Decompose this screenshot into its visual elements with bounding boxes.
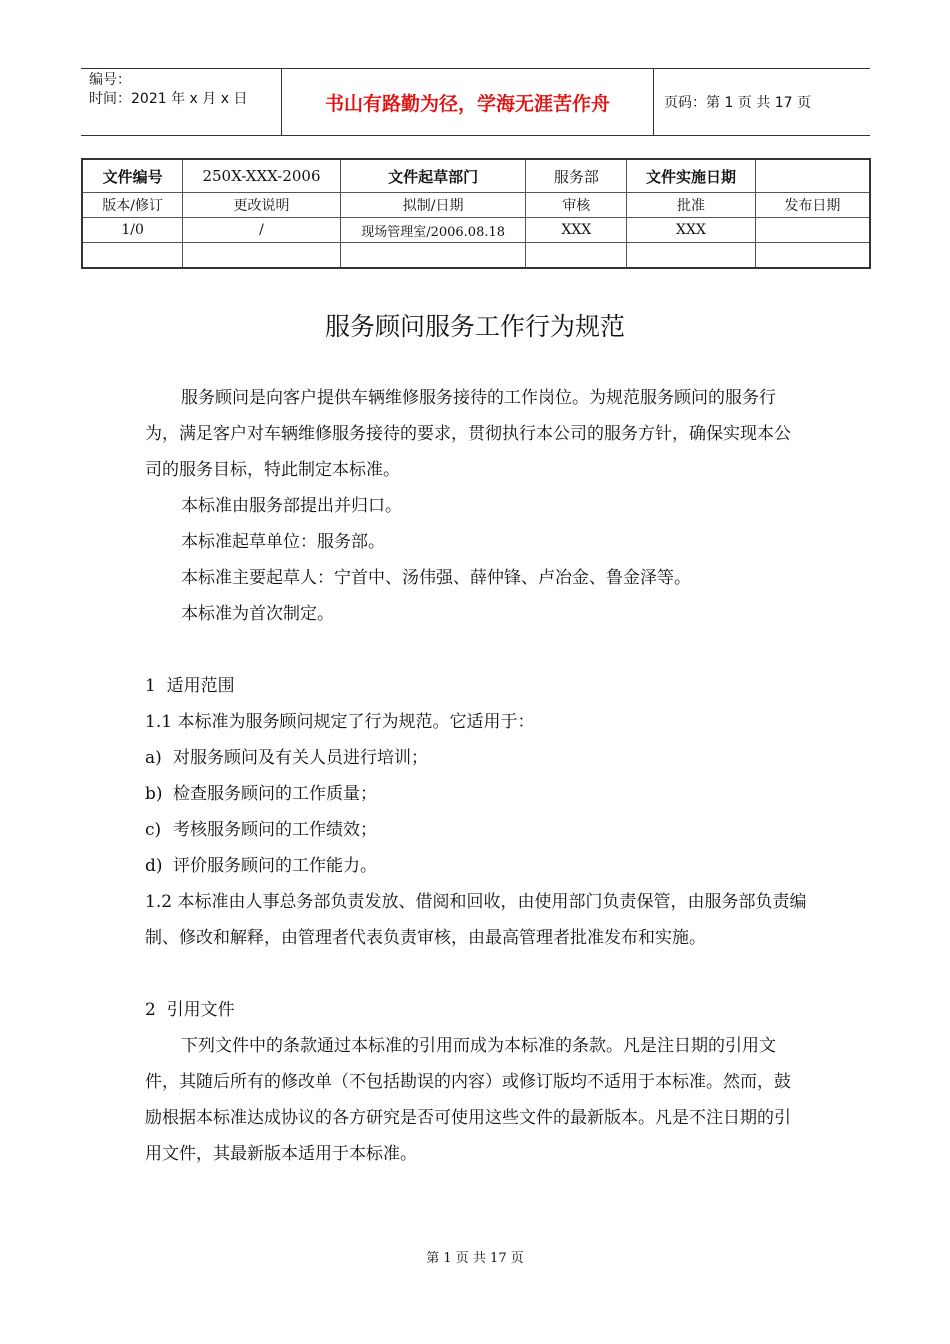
table-row [82,193,870,218]
table-row [82,159,870,193]
document-body [145,380,807,1172]
table-cell: XXX [627,218,756,243]
table-row [82,218,870,243]
list-item-label: d) [145,856,163,876]
table-cell: 1/0 [82,218,183,243]
intro-paragraph: 本标准由服务部提出并归口。 [181,496,402,516]
table-cell [340,243,526,269]
table-cell [183,243,341,269]
header-page-info: 页码：第 1 页 共 17 页 [664,95,811,111]
section-heading [145,992,807,1028]
doc-number-label: 编号： [89,72,131,88]
header-meta [81,69,282,135]
list-item-label: b) [145,784,163,804]
table-cell: XXX [526,218,627,243]
list-item-text: 考核服务顾问的工作绩效； [173,820,377,840]
list-item [145,812,807,848]
table-cell: 服务部 [526,159,627,193]
intro-paragraph: 服务顾问是向客户提供车辆维修服务接待的工作岗位。为规范服务顾问的服务行为，满足客户对车辆维修服务接待的要求，贯彻执行本公司的服务方针，确保实现本公司的服务目标，特此制定本标准。 [145,388,791,480]
list-item-label: a) [145,748,162,768]
table-cell: 文件实施日期 [627,159,756,193]
section-number: 2 [145,1000,156,1020]
clause-paragraph: 1.1 本标准为服务顾问规定了行为规范。它适用于： [145,712,535,732]
section-title: 适用范围 [166,676,235,696]
table-cell: 更改说明 [183,193,341,218]
table-cell: 文件起草部门 [340,159,526,193]
table-cell: 250X-XXX-2006 [183,159,341,193]
section-paragraph: 下列文件中的条款通过本标准的引用而成为本标准的条款。凡是注日期的引用文件，其随后所有的修改单（不包括勘误的内容）或修订版均不适用于本标准。然而，鼓励根据本标准达成协议的各方研究是否可使用这些文件的最新版本。凡是不注日期的引用文件，其最新版本适用于本标准。 [145,1036,791,1164]
clause-paragraph: 1.2 本标准由人事总务部负责发放、借阅和回收，由使用部门负责保管，由服务部负责编制、修改和解释，由管理者代表负责审核，由最高管理者批准发布和实施。 [145,892,807,948]
list-item [145,740,807,776]
header-slogan: 书山有路勤为径，学海无涯苦作舟 [282,69,654,135]
intro-paragraph: 本标准为首次制定。 [181,604,334,624]
document-info-table [81,158,871,269]
document-title: 服务顾问服务工作行为规范 [324,312,625,341]
table-cell: 批准 [627,193,756,218]
section-heading [145,668,807,704]
doc-time-label: 时间：2021 年 x 月 x 日 [89,91,248,107]
table-cell: 现场管理室/2006.08.18 [340,218,526,243]
intro-paragraph: 本标准起草单位：服务部。 [181,532,385,552]
section-number: 1 [145,676,156,696]
table-cell: 发布日期 [755,193,870,218]
table-cell [627,243,756,269]
table-cell [755,218,870,243]
list-item-text: 评价服务顾问的工作能力。 [173,856,377,876]
list-item-text: 对服务顾问及有关人员进行培训； [173,748,428,768]
table-cell [526,243,627,269]
table-cell: 文件编号 [82,159,183,193]
table-cell [755,159,870,193]
list-item-text: 检查服务顾问的工作质量； [173,784,377,804]
section-title: 引用文件 [166,1000,235,1020]
table-cell [82,243,183,269]
table-cell [755,243,870,269]
page-header [81,68,870,136]
table-cell: 版本/修订 [82,193,183,218]
table-cell: / [183,218,341,243]
list-item [145,848,807,884]
intro-paragraph: 本标准主要起草人：宁首中、汤伟强、薛仲锋、卢冶金、鲁金泽等。 [181,568,691,588]
list-item-label: c) [145,820,162,840]
list-item [145,776,807,812]
table-cell: 审核 [526,193,627,218]
table-row [82,243,870,269]
table-cell: 拟制/日期 [340,193,526,218]
page-footer: 第 1 页 共 17 页 [426,1251,524,1266]
